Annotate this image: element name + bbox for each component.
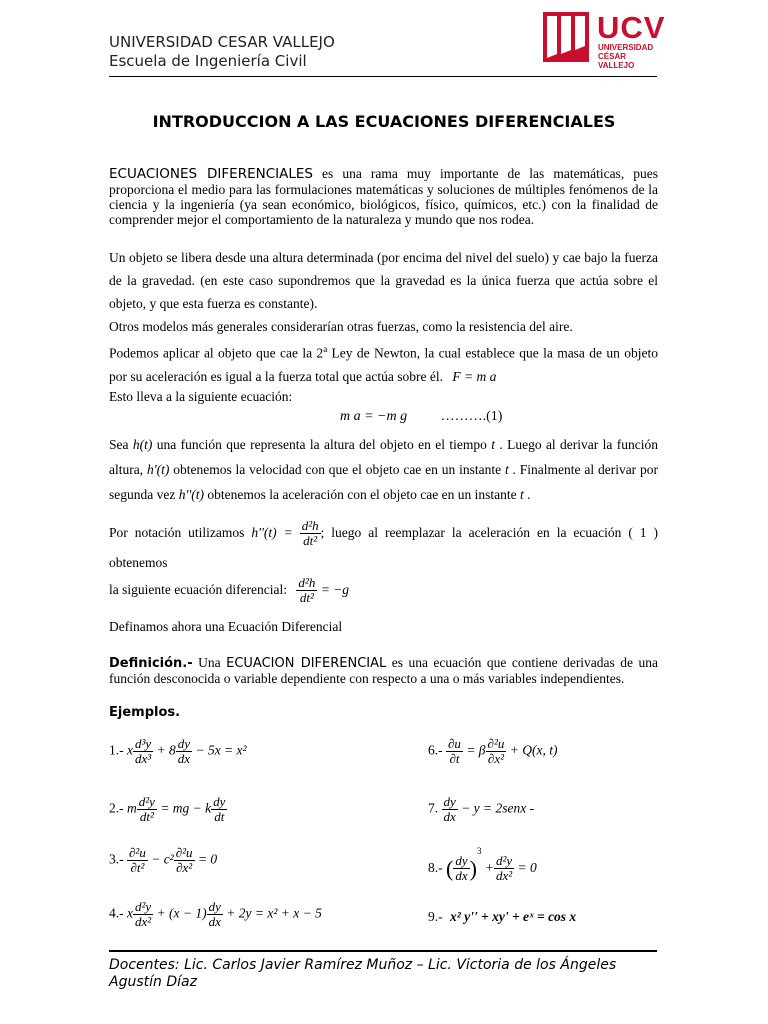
intro-paragraph: ECUACIONES DIFERENCIALES es una rama muy importante de las matemáticas, pues proporciona el medio para las formulaciones matemáticas y soluciones de múltiples fenómenos de la ciencia y la ingeniería (ya sean económico, biológicos, físico, químicos, etc.) con la finalidad de comprender mejor el comportamiento de la naturaleza y mundo que nos rodea. bbox=[109, 166, 658, 227]
examples-heading: Ejemplos. bbox=[109, 705, 181, 720]
paragraph-newton: Podemos aplicar al objeto que cae la 2$^a$ Ley de Newton, la cual establece que la masa de un objeto por su aceleración es igual a la fuerza total que actúa sobre él. F = m a bbox=[109, 344, 658, 384]
logo-text: UCV bbox=[597, 10, 666, 45]
university-name: UNIVERSIDAD CESAR VALLEJO bbox=[109, 33, 335, 51]
intro-term: ECUACIONES DIFERENCIALES bbox=[109, 166, 313, 182]
paragraph-differential-equation: la siguiente ecuación diferencial: $\frac{\text{d²h}}{\text{dt²}}$ = −g bbox=[109, 575, 350, 606]
paragraph-leads-to: Esto lleva a la siguiente ecuación: bbox=[109, 389, 293, 404]
example-3: 3.- $\frac{\text{∂²u}}{\text{∂t²}}$ − c² $\frac{\text{∂²u}}{\text{∂x²}}$ = 0 bbox=[109, 845, 218, 875]
example-9: 9.- x² y'' + xy' + eˣ = cos x bbox=[428, 909, 577, 924]
logo-emblem-icon bbox=[543, 12, 589, 62]
ucv-logo bbox=[543, 10, 666, 70]
definition-paragraph: Definición.- Una ECUACION DIFERENCIAL es una ecuación que contiene derivadas de una función desconocida o variable dependiente con respecto a una o más variables independientes. bbox=[109, 655, 658, 686]
example-4: 4.- x $\frac{\text{d²y}}{\text{dx²}}$ + (x − 1) $\frac{dy}{dx}$ + 2y = x² + x − 5 bbox=[109, 899, 322, 929]
paragraph-notation: Por notación utilizamos h''(t) = $\frac{\text{d²h}}{\text{dt²}}$ ; luego al reemplazar la aceleración en la ecuación ( 1 ) obtenemos bbox=[109, 518, 658, 571]
example-2: 2.- m $\frac{\text{d²y}}{\text{dt²}}$ = mg − k $\frac{dy}{dt}$ bbox=[109, 794, 226, 824]
example-7: 7. $\frac{dy}{dx}$ − y = 2senx - bbox=[428, 794, 535, 824]
fraction-d2h-dt2-result: $\frac{\text{d²h}}{\text{dt²}}$ bbox=[298, 575, 316, 606]
formula-fma: F = m a bbox=[452, 368, 497, 384]
paragraph-define: Definamos ahora una Ecuación Diferencial bbox=[109, 619, 343, 634]
page-header bbox=[109, 33, 335, 71]
footer-divider bbox=[109, 950, 657, 952]
definition-label: Definición.- bbox=[109, 656, 193, 671]
definition-term: ECUACION DIFERENCIAL bbox=[226, 656, 387, 671]
document-title: INTRODUCCION A LAS ECUACIONES DIFERENCIALES bbox=[152, 112, 616, 131]
school-name: Escuela de Ingeniería Civil bbox=[109, 52, 307, 70]
example-1: 1.- x $\frac{\text{d³y}}{\text{dx³}}$ + 8 $\frac{dy}{dx}$ − 5x = x² bbox=[109, 736, 247, 766]
paragraph-height-function: Sea h(t) una función que representa la altura del objeto en el tiempo t . Luego al derivar la función altura, h'(t) obtenemos la velocidad con que el objeto cae en un instante t . Finalmente al derivar por segunda vez h''(t) obtenemos la aceleración con el objeto cae en un instante t . bbox=[109, 437, 659, 502]
equation-1: m a = −m g ……….(1) bbox=[340, 409, 503, 424]
paragraph-other-models: Otros modelos más generales considerarían otras fuerzas, como la resistencia del aire. bbox=[109, 319, 573, 334]
logo-subtitle: UNIVERSIDAD CÉSAR VALLEJO bbox=[598, 43, 654, 70]
header-divider bbox=[109, 76, 657, 77]
fraction-d2h-dt2: $\frac{\text{d²h}}{\text{dt²}}$ bbox=[301, 518, 319, 549]
example-8: 8.- ( $\frac{dy}{dx}$ )$^3$ + $\frac{\text{d²y}}{\text{dx²}}$ = 0 bbox=[428, 846, 537, 884]
paragraph-object-fall: Un objeto se libera desde una altura determinada (por encima del nivel del suelo) y cae bajo la fuerza de la gravedad. (en este caso supondremos que la gravedad es la única fuerza que actúa sobre el objeto, y que esta fuerza es constante). bbox=[109, 250, 658, 311]
footer-instructors: Docentes: Lic. Carlos Javier Ramírez Muñoz – Lic. Victoria de los Ángeles Agustín Díaz bbox=[109, 957, 617, 990]
example-6: 6.- $\frac{\partial u}{\partial t}$ = β $\frac{\text{∂²u}}{\text{∂x²}}$ + Q(x, t) bbox=[428, 736, 558, 766]
